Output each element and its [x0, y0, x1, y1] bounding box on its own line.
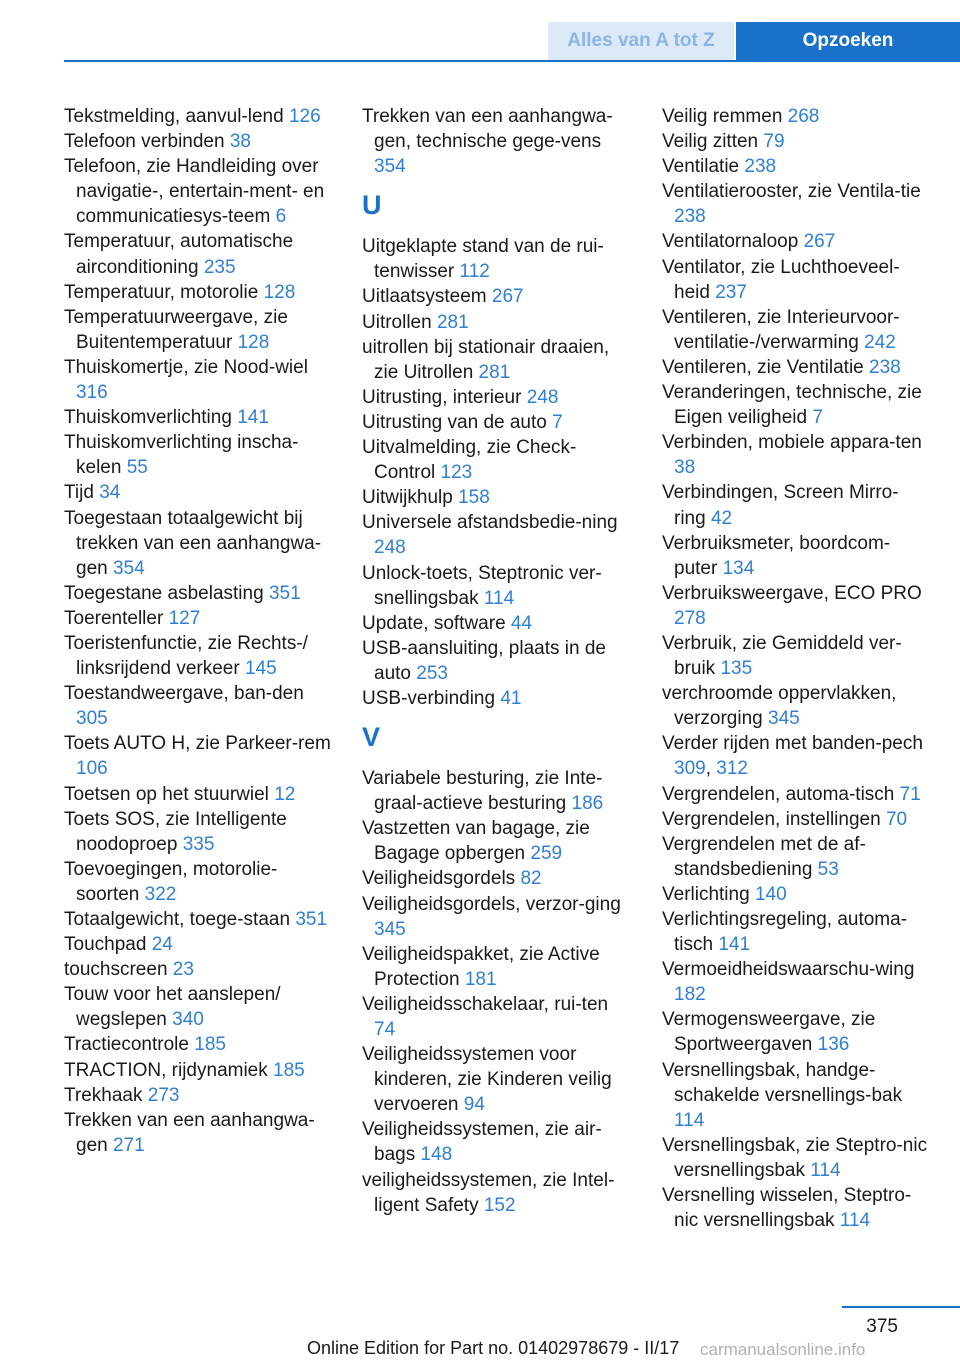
index-entry — [662, 229, 930, 254]
page-ref-link[interactable]: 268 — [787, 106, 820, 127]
page-ref-link[interactable]: 273 — [147, 1084, 180, 1106]
page-ref-link[interactable]: 335 — [182, 833, 215, 855]
entry-text: Vergrendelen met de af-standsbediening — [662, 833, 866, 880]
page-ref-link[interactable]: 312 — [716, 758, 748, 780]
page-ref-link[interactable]: 53 — [817, 858, 839, 880]
entry-text: Toerenteller — [64, 607, 164, 629]
entry-text: Temperatuurweergave, zie Buitentemperatuur — [64, 306, 288, 353]
index-entry — [362, 435, 634, 485]
page-ref-link[interactable]: 38 — [674, 457, 696, 479]
entry-text: Variabele besturing, zie Inte-graal-actieve besturing — [362, 768, 603, 815]
page-ref-link[interactable]: 7 — [552, 411, 563, 433]
page-ref-link[interactable]: 74 — [374, 1019, 396, 1040]
entry-text: Ventilatie — [662, 156, 740, 178]
index-entry — [362, 992, 634, 1042]
index-entry — [362, 510, 634, 560]
index-entry — [662, 355, 930, 380]
page-ref-link[interactable]: 340 — [172, 1009, 204, 1031]
index-entry — [362, 385, 634, 410]
entry-text: Trekken van een aanhangwa-gen, technische gege-vens — [362, 106, 613, 153]
entry-text: Toegestane asbelasting — [64, 582, 264, 604]
index-entry — [362, 335, 634, 385]
index-entry — [362, 310, 634, 335]
index-entry — [662, 1058, 930, 1133]
page-ref-link[interactable]: 278 — [674, 607, 706, 629]
index-entry — [662, 807, 930, 832]
page-ref-link[interactable]: 281 — [478, 361, 511, 383]
entry-text: Toetsen op het stuurwiel — [64, 783, 269, 805]
page-ref-link[interactable]: 267 — [491, 286, 524, 308]
entry-text: Vermogensweergave, zie Sportweergaven — [662, 1009, 876, 1056]
entry-text: Thuiskomverlichting inscha-kelen — [64, 432, 299, 479]
index-entry — [64, 229, 336, 279]
entry-text: Thuiskomverlichting — [64, 407, 232, 429]
index-entry — [64, 631, 336, 681]
index-entry — [64, 154, 336, 229]
page-ref-link[interactable]: 253 — [416, 662, 448, 684]
index-entry — [64, 1032, 336, 1057]
footer-rule — [842, 1306, 960, 1308]
page-ref-link[interactable]: 114 — [483, 587, 515, 609]
index-entry — [362, 1117, 634, 1167]
tab-opzoeken[interactable]: Opzoeken — [736, 22, 960, 60]
entry-text: Verbinden, mobiele appara-ten — [662, 432, 922, 454]
index-entry — [64, 907, 336, 932]
page-ref-link[interactable]: 345 — [768, 708, 800, 730]
page-ref-link[interactable]: 351 — [268, 582, 301, 604]
page-ref-link[interactable]: 309 — [674, 758, 706, 780]
page-ref-link[interactable]: 345 — [374, 918, 406, 940]
entry-text: Veilig zitten — [662, 131, 759, 153]
entry-text: Verbruiksweergave, ECO PRO — [662, 582, 922, 604]
index-entry — [64, 129, 336, 154]
entry-text: Vergrendelen, instellingen — [662, 808, 881, 830]
entry-text: Veilig remmen — [662, 106, 783, 127]
index-entry — [662, 1007, 930, 1057]
entry-text: Touw voor het aanslepen/ wegslepen — [64, 984, 281, 1031]
index-entry — [662, 154, 930, 179]
index-entry — [662, 882, 930, 907]
entry-text: Temperatuur, automatische airconditioning — [64, 231, 294, 278]
page-ref-link[interactable]: 94 — [463, 1094, 485, 1116]
index-entry — [662, 782, 930, 807]
edition-line: Online Edition for Part no. 01402978679 - II/17 — [307, 1338, 680, 1358]
page-ref-link[interactable]: 238 — [674, 206, 706, 228]
index-entry — [662, 531, 930, 581]
index-entry — [362, 686, 634, 711]
entry-text: Trekken van een aanhangwa-gen — [64, 1109, 315, 1156]
page-ref-link[interactable]: 114 — [839, 1210, 871, 1232]
page-ref-link[interactable]: 82 — [520, 868, 542, 890]
page-ref-link[interactable]: 141 — [718, 934, 751, 956]
page-ref-link[interactable]: 145 — [244, 658, 277, 680]
index-entry — [362, 816, 634, 866]
page-ref-link[interactable]: 128 — [237, 331, 270, 353]
page-ref-link[interactable]: 55 — [126, 457, 148, 479]
index-entry — [662, 104, 930, 129]
index-entry — [362, 892, 634, 942]
page-ref-link[interactable]: 248 — [374, 537, 406, 559]
entry-text: Uitgeklapte stand van de rui-tenwisser — [362, 236, 604, 283]
index-entry — [362, 766, 634, 816]
index-entry — [662, 129, 930, 154]
index-entry — [362, 636, 634, 686]
index-entry — [64, 681, 336, 731]
index-entry — [662, 907, 930, 957]
index-entry — [64, 506, 336, 581]
entry-text: Veranderingen, technische, zie Eigen veiligheid — [662, 382, 922, 429]
entry-text: Telefoon, zie Handleiding over navigatie-, entertain-ment- en communicatiesys-teem — [64, 156, 325, 228]
index-column-3 — [662, 104, 930, 1233]
page-number: 375 — [866, 1316, 898, 1337]
entry-text: Uitvalmelding, zie Check-Control — [362, 437, 577, 484]
entry-text: Veiligheidssystemen voor kinderen, zie Kinderen veilig vervoeren — [362, 1044, 612, 1116]
entry-text: Uitrollen — [362, 311, 432, 333]
entry-text: uitrollen bij stationair draaien, zie Uitrollen — [362, 336, 610, 383]
entry-text: Tijd — [64, 482, 94, 504]
entry-text: Tractiecontrole — [64, 1034, 189, 1056]
index-entry — [64, 982, 336, 1032]
index-entry — [662, 832, 930, 882]
page-ref-link[interactable]: 24 — [151, 934, 173, 956]
entry-text: TRACTION, rijdynamiek — [64, 1059, 268, 1081]
watermark: carmanualsonline.info — [700, 1340, 866, 1359]
entry-text: USB-verbinding — [362, 687, 496, 709]
index-entry — [64, 857, 336, 907]
index-entry — [362, 1042, 634, 1117]
entry-text: Toegestaan totaalgewicht bij trekken van een aanhangwa-gen — [64, 507, 322, 579]
page-ref-link[interactable]: 23 — [172, 959, 194, 981]
index-entry — [662, 305, 930, 355]
index-entry — [64, 1083, 336, 1108]
index-entry — [662, 581, 930, 631]
entry-text: Telefoon verbinden — [64, 131, 225, 153]
page-ref-link[interactable]: 148 — [420, 1144, 453, 1166]
page-ref-link[interactable]: 71 — [899, 783, 921, 805]
index-entry — [662, 1133, 930, 1183]
index-entry — [64, 405, 336, 430]
index-entry — [64, 606, 336, 631]
page-ref-link[interactable]: 354 — [112, 557, 145, 579]
entry-text: Veiligheidssystemen, zie air-bags — [362, 1119, 602, 1166]
page-ref-link[interactable]: 127 — [168, 607, 201, 629]
entry-text: Verbindingen, Screen Mirro-ring — [662, 482, 899, 529]
entry-text: Verlichting — [662, 883, 750, 905]
page-ref-link[interactable]: 7 — [812, 407, 823, 429]
index-entry — [362, 104, 634, 179]
page-ref-link[interactable]: 38 — [229, 131, 251, 153]
page-ref-link[interactable]: 238 — [744, 156, 777, 178]
page-ref-link[interactable]: 158 — [458, 487, 490, 509]
entry-text: Thuiskomertje, zie Nood-wiel — [64, 356, 308, 378]
index-entry — [64, 1108, 336, 1158]
index-entry — [662, 957, 930, 1007]
page-ref-link[interactable]: 259 — [530, 843, 563, 865]
entry-text: Temperatuur, motorolie — [64, 281, 259, 303]
index-entry — [662, 631, 930, 681]
index-entry — [362, 410, 634, 435]
page-ref-link[interactable]: 186 — [571, 793, 604, 815]
entry-text: Veiligheidsschakelaar, rui-ten — [362, 993, 609, 1015]
index-entry — [362, 942, 634, 992]
index-column-1 — [64, 104, 336, 1158]
tab-alles-van-a-tot-z[interactable]: Alles van A tot Z — [548, 22, 734, 60]
entry-text: Versnellingsbak, handge-schakelde versnellings-bak — [662, 1059, 903, 1106]
index-entry — [662, 255, 930, 305]
page-ref-link[interactable]: 351 — [295, 909, 328, 930]
index-entry: Verder rijden met banden-pech 309, 312 — [662, 733, 923, 780]
page-ref-link[interactable]: 112 — [459, 261, 490, 283]
entry-text: Universele afstandsbedie-ning — [362, 512, 618, 534]
entry-text: Veiligheidsgordels — [362, 868, 516, 890]
page-ref-link[interactable]: 281 — [436, 311, 469, 333]
page-ref-link[interactable]: 79 — [763, 131, 785, 153]
page-ref-link[interactable]: 106 — [76, 758, 108, 780]
page-ref-link[interactable]: 126 — [288, 106, 321, 127]
index-entry — [64, 932, 336, 957]
entry-text: Versnellingsbak, zie Steptro-nic versnellingsbak — [662, 1134, 928, 1181]
entry-text: veiligheidssystemen, zie Intel-ligent Safety — [362, 1169, 615, 1216]
index-entry — [64, 355, 336, 405]
page-ref-link[interactable]: 354 — [374, 156, 406, 178]
index-entry — [64, 1058, 336, 1083]
index-entry — [64, 305, 336, 355]
entry-text: Vergrendelen, automa-tisch — [662, 783, 895, 805]
page-ref-link[interactable]: 235 — [203, 256, 236, 278]
page-ref-link[interactable]: 248 — [526, 386, 559, 408]
index-entry — [662, 1183, 930, 1233]
entry-text: Ventileren, zie Interieurvoor-ventilatie-/verwarming — [662, 306, 900, 353]
header-rule — [64, 60, 960, 62]
page-ref-link[interactable]: 271 — [112, 1134, 145, 1156]
index-entry — [662, 380, 930, 430]
entry-text: Touchpad — [64, 934, 147, 956]
page-ref-link[interactable]: 141 — [237, 407, 269, 429]
page-ref-link[interactable]: 238 — [869, 356, 901, 378]
entry-text: verchroomde oppervlakken, verzorging — [662, 683, 897, 730]
entry-text: Vastzetten van bagage, zie Bagage opbergen — [362, 818, 590, 865]
page-ref-link[interactable]: 242 — [864, 331, 896, 353]
section-letter: U — [362, 190, 382, 221]
entry-text: USB-aansluiting, plaats in de auto — [362, 637, 606, 684]
entry-text: Uitlaatsysteem — [362, 286, 487, 308]
index-entry — [362, 1168, 634, 1218]
entry-text: Verbruiksmeter, boordcom-puter — [662, 532, 891, 579]
entry-text: touchscreen — [64, 959, 168, 981]
page-ref-link[interactable]: 140 — [754, 883, 787, 905]
entry-text: Ventileren, zie Ventilatie — [662, 356, 864, 378]
index-entry — [64, 731, 336, 781]
index-entry — [362, 485, 634, 510]
entry-text: Trekhaak — [64, 1084, 143, 1106]
index-entry — [64, 104, 336, 129]
entry-text: Ventilatornaloop — [662, 231, 799, 253]
page-ref-link[interactable]: 128 — [263, 281, 296, 303]
entry-text: Verbruik, zie Gemiddeld ver-bruik — [662, 632, 902, 680]
entry-text: Vermoeidheidswaarschu-wing — [662, 959, 915, 981]
page-ref-link[interactable]: 267 — [803, 231, 836, 253]
page-ref-link[interactable]: 134 — [722, 557, 755, 579]
index-entry — [64, 280, 336, 305]
index-entry — [362, 561, 634, 611]
index-entry — [64, 430, 336, 480]
page-header — [0, 0, 960, 62]
entry-text: Veiligheidsgordels, verzor-ging — [362, 893, 621, 915]
page-ref-link[interactable]: 305 — [76, 708, 108, 730]
entry-text: Unlock-toets, Steptronic ver-snellingsbak — [362, 562, 602, 609]
index-entry — [662, 681, 930, 731]
entry-text: Toets AUTO H, zie Parkeer-rem — [64, 733, 331, 755]
index-entry — [64, 480, 336, 505]
entry-text: Toets SOS, zie Intelligente noodoproep — [64, 808, 287, 855]
page-ref-link[interactable]: 181 — [464, 968, 497, 990]
entry-text: Toestandweergave, ban-den — [64, 683, 304, 705]
entry-text: Verlichtingsregeling, automa-tisch — [662, 909, 908, 956]
page-ref-link[interactable]: 135 — [720, 658, 753, 680]
index-entry — [64, 782, 336, 807]
page-ref-link[interactable]: 182 — [674, 984, 706, 1006]
section-letter: V — [362, 722, 381, 753]
page-ref-link[interactable]: 237 — [715, 281, 747, 303]
entry-text: Uitrusting van de auto — [362, 411, 547, 433]
page-ref-link[interactable]: 42 — [710, 507, 733, 529]
page-ref-link[interactable]: 114 — [674, 1109, 705, 1131]
entry-text: Verder rijden met banden-pech — [662, 733, 923, 755]
page-ref-link[interactable]: 123 — [440, 462, 473, 484]
index-entry — [362, 284, 634, 309]
entry-text: Ventilatierooster, zie Ventila-tie — [662, 181, 921, 203]
page-ref-link[interactable]: 41 — [500, 687, 522, 709]
entry-text: Toeristenfunctie, zie Rechts-/ linksrijdend verkeer — [64, 632, 308, 680]
entry-text: Update, software — [362, 612, 506, 634]
index-entry — [362, 611, 634, 636]
index-entry — [662, 430, 930, 480]
entry-text: Uitwijkhulp — [362, 487, 453, 509]
page-ref-link[interactable]: 185 — [194, 1034, 226, 1056]
page-ref-link[interactable]: 136 — [817, 1034, 850, 1056]
index-column-2 — [362, 104, 634, 1218]
entry-text: Uitrusting, interieur — [362, 386, 522, 408]
page-ref-link[interactable]: 185 — [273, 1059, 305, 1081]
page-ref-link[interactable]: 34 — [99, 482, 121, 504]
page-ref-link[interactable]: 6 — [275, 206, 287, 228]
page-ref-link[interactable]: 70 — [885, 808, 908, 830]
page-ref-link[interactable]: 114 — [810, 1159, 841, 1181]
page-ref-link[interactable]: 322 — [144, 883, 177, 905]
page-ref-link[interactable]: 12 — [274, 783, 296, 805]
page-ref-link[interactable]: 44 — [510, 612, 533, 634]
entry-text: Totaalgewicht, toege-staan — [64, 909, 291, 930]
entry-text: Toevoegingen, motorolie-soorten — [64, 858, 278, 905]
index-entry — [662, 480, 930, 530]
index-entry — [662, 179, 930, 229]
index-entry — [362, 866, 634, 891]
entry-text: Versnelling wisselen, Steptro-nic versnellingsbak — [662, 1185, 912, 1232]
entry-text: Tekstmelding, aanvul-lend — [64, 106, 284, 127]
index-entry — [64, 957, 336, 982]
entry-text: Ventilator, zie Luchthoeveel-heid — [662, 256, 900, 303]
index-entry — [362, 234, 634, 284]
page-ref-link[interactable]: 152 — [483, 1194, 516, 1216]
entry-text: Veiligheidspakket, zie Active Protection — [362, 943, 600, 990]
index-entry — [64, 807, 336, 857]
index-entry — [64, 581, 336, 606]
page-ref-link[interactable]: 316 — [76, 382, 108, 404]
